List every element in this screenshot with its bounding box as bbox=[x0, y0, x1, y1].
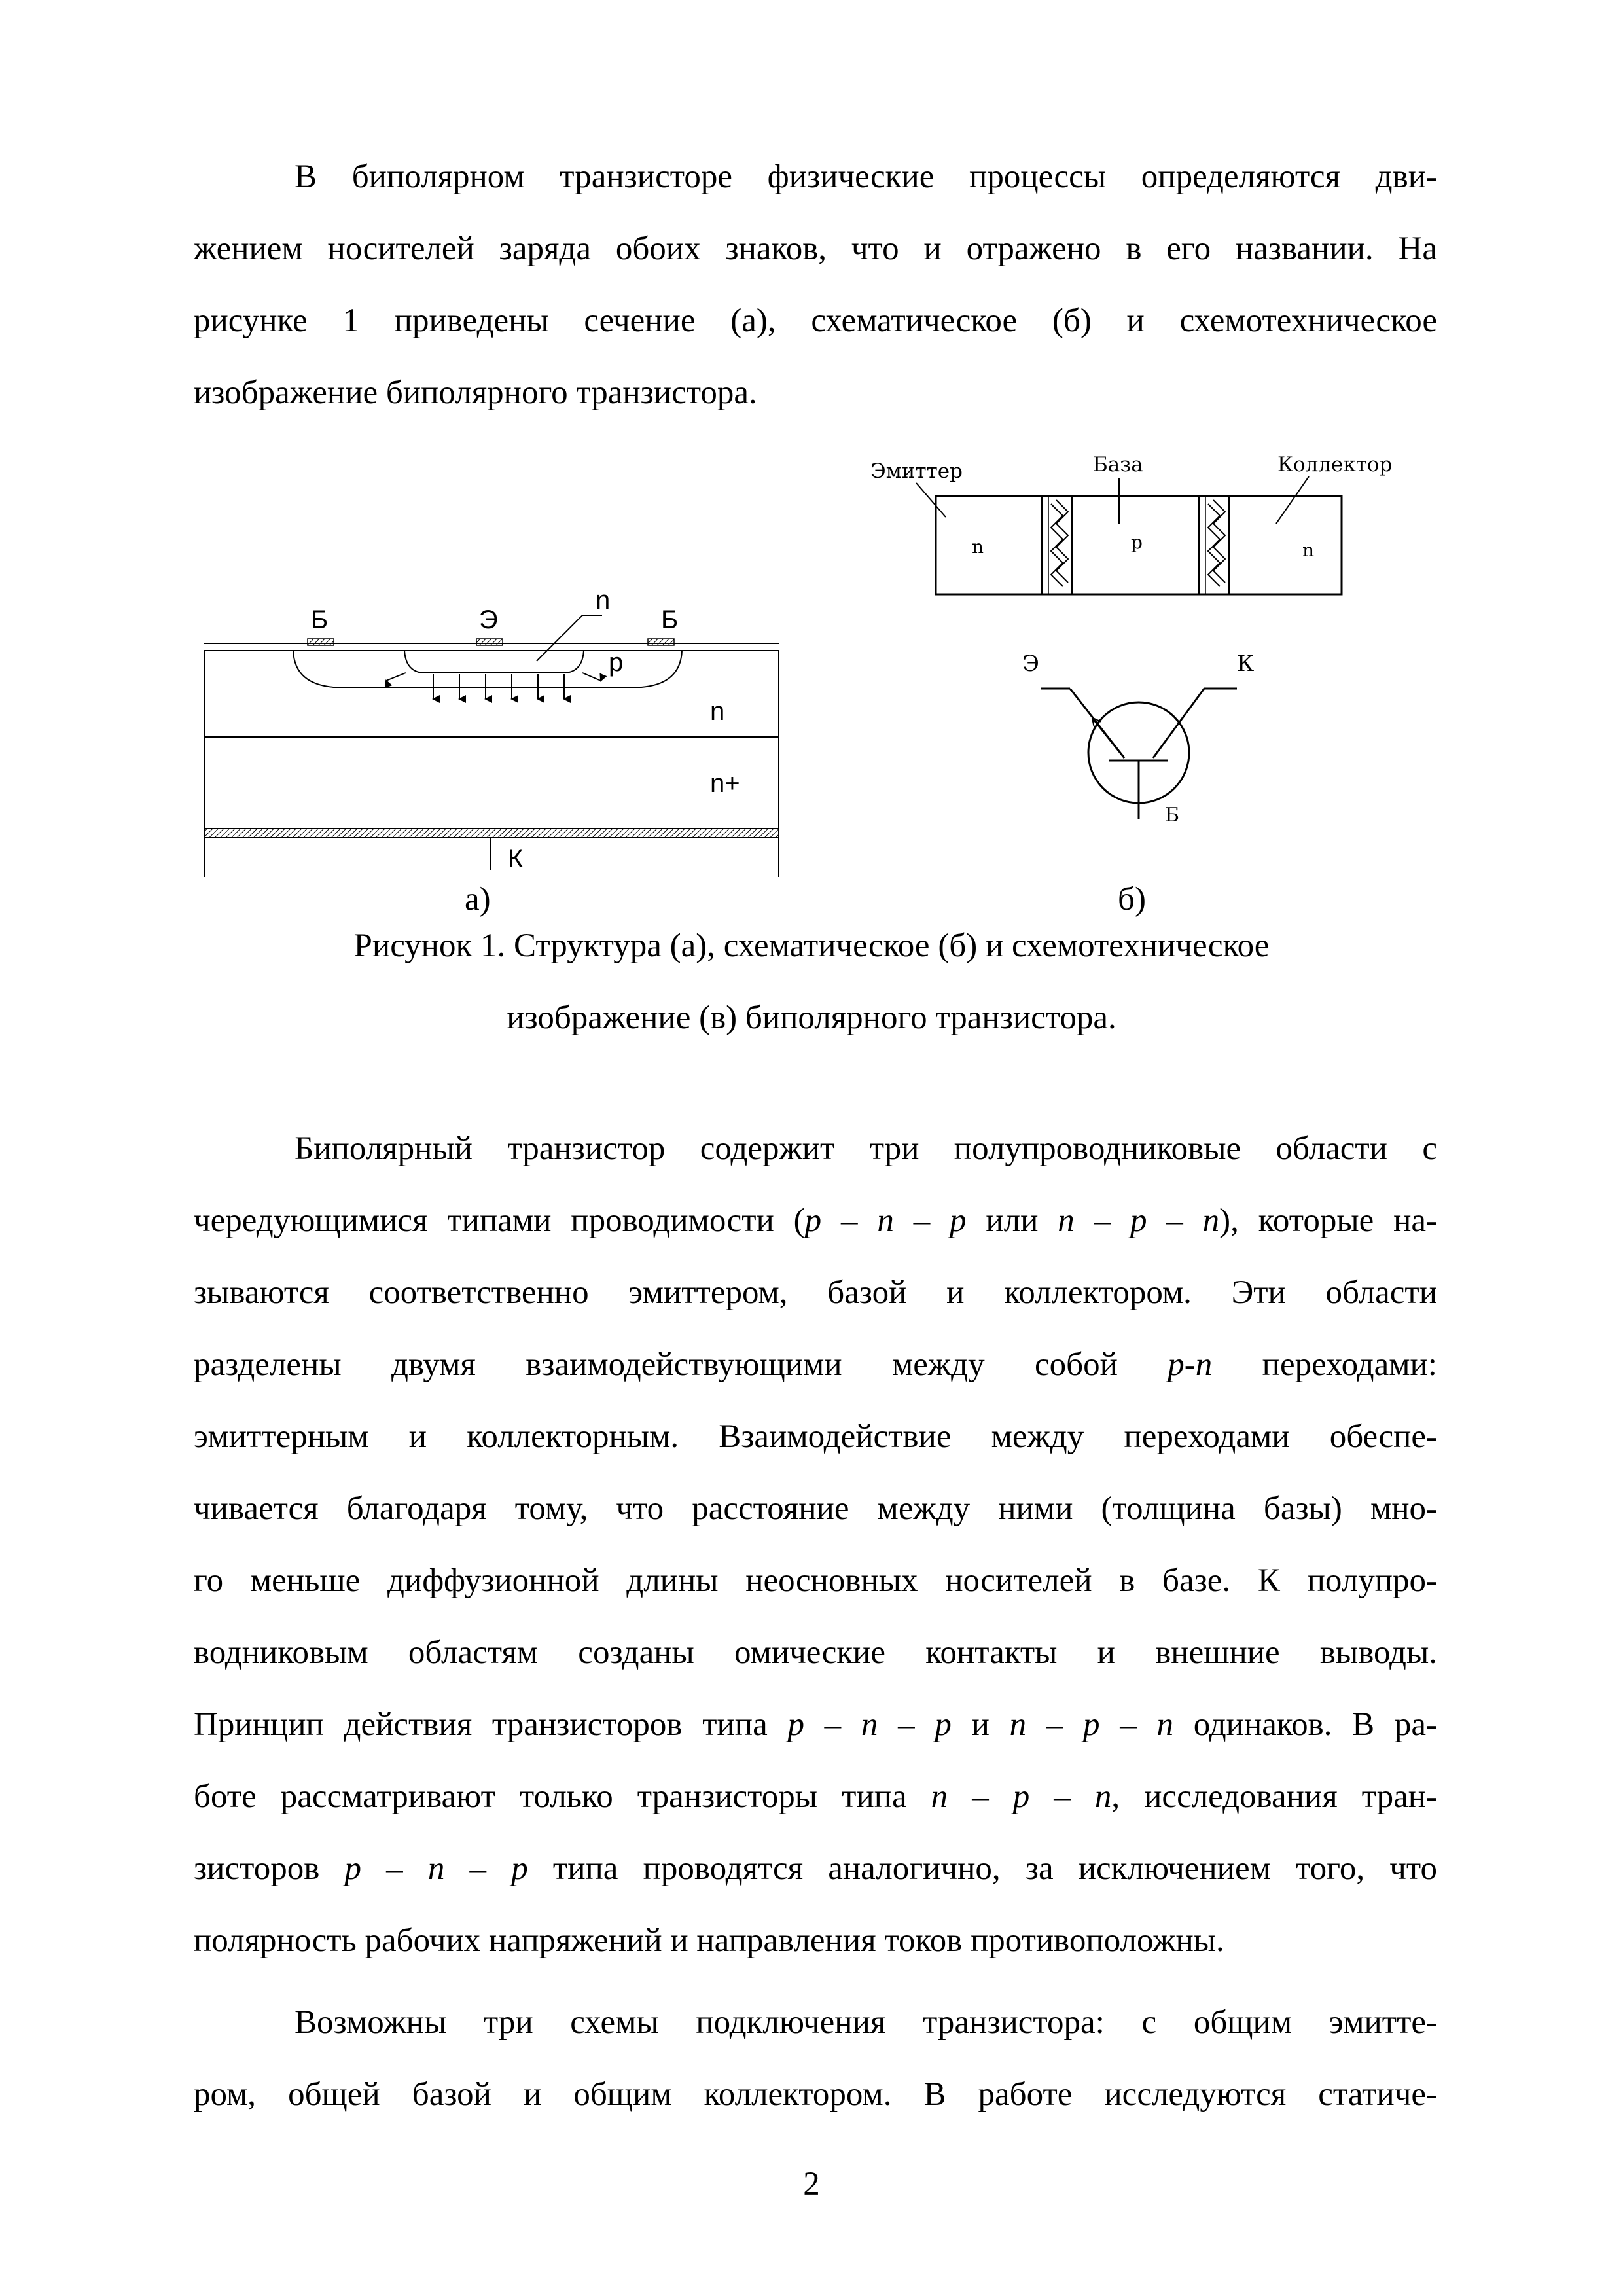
region-n-left: n bbox=[972, 536, 984, 558]
label-collector: К bbox=[508, 844, 524, 873]
text-line: изображение биполярного транзистора. bbox=[194, 374, 757, 411]
label-n-plus: n+ bbox=[710, 769, 740, 798]
text-line: Возможны три схемы подключения транзистора: с общим эмитте- bbox=[294, 2004, 1437, 2041]
text-line: эмиттерным и коллекторным. Взаимодействие между переходами обеспе- bbox=[194, 1418, 1437, 1455]
label-emitter: Э bbox=[479, 605, 498, 634]
label-collector-name: Коллектор bbox=[1277, 453, 1393, 476]
label-emitter-name: Эмиттер bbox=[870, 459, 963, 483]
text-line: полярность рабочих напряжений и направления токов противоположны. bbox=[194, 1922, 1224, 1959]
page-number: 2 bbox=[803, 2166, 820, 2202]
base-contact-left bbox=[308, 639, 334, 645]
label-base-left: Б bbox=[311, 605, 329, 634]
paragraph-connection-schemes bbox=[194, 1986, 1437, 2130]
figure-b-schematic bbox=[851, 445, 1440, 851]
figure-b-label: б) bbox=[1118, 881, 1146, 918]
figure-a-label: а) bbox=[465, 881, 491, 918]
region-n-right: n bbox=[1302, 539, 1315, 561]
text-line: зисторов p – n – p типа проводятся аналогично, за исключением того, что bbox=[194, 1850, 1438, 1887]
n-emitter-region bbox=[404, 651, 584, 673]
text-line: боте рассматривают только транзисторы типа n – p – n, исследования тран- bbox=[194, 1778, 1438, 1815]
text-line: Принцип действия транзисторов типа p – n – p и n – p – n одинаков. В ра- bbox=[194, 1706, 1438, 1743]
symbol-label-e: Э bbox=[1022, 651, 1040, 677]
text-line: Биполярный транзистор содержит три полупроводниковые области с bbox=[294, 1130, 1437, 1167]
text-line: жением носителей заряда обоих знаков, что и отражено в его названии. На bbox=[194, 230, 1437, 267]
base-contact-right bbox=[648, 639, 674, 645]
text-line: чередующимися типами проводимости (p – n – p или n – p – n), которые на- bbox=[194, 1202, 1438, 1239]
figure-a-cross-section bbox=[196, 589, 805, 877]
collector-metal bbox=[204, 829, 779, 838]
label-p: p bbox=[609, 648, 624, 677]
label-n: n bbox=[710, 697, 725, 726]
symbol-label-b: Б bbox=[1165, 804, 1180, 827]
region-p: p bbox=[1131, 531, 1143, 553]
paragraph-description bbox=[194, 1113, 1437, 1977]
text-line: зываются соответственно эмиттером, базой и коллектором. Эти области bbox=[194, 1274, 1437, 1311]
figure-caption-line: изображение (в) биполярного транзистора. bbox=[507, 999, 1116, 1036]
label-base-right: Б bbox=[661, 605, 679, 634]
text-line: водниковым областям созданы омические контакты и внешние выводы. bbox=[194, 1634, 1437, 1671]
emitter-contact bbox=[476, 639, 503, 645]
label-base-name: База bbox=[1093, 453, 1143, 476]
label-n-emitter: n bbox=[596, 589, 611, 615]
paragraph-intro bbox=[194, 141, 1437, 429]
text-line: ром, общей базой и общим коллектором. В работе исследуются статиче- bbox=[194, 2076, 1437, 2113]
figure-caption-line: Рисунок 1. Структура (а), схематическое (б) и схемотехническое bbox=[353, 927, 1270, 964]
text-line: В биполярном транзисторе физические процессы определяются дви- bbox=[294, 158, 1437, 195]
text-line: рисунке 1 приведены сечение (а), схематическое (б) и схемотехническое bbox=[194, 302, 1437, 339]
emitter-arrow bbox=[1093, 719, 1124, 758]
text-line: разделены двумя взаимодействующими между собой p-n переходами: bbox=[194, 1346, 1437, 1383]
text-line: чивается благодаря тому, что расстояние между ними (толщина базы) мно- bbox=[194, 1490, 1437, 1527]
text-line: го меньше диффузионной длины неосновных носителей в базе. К полупро- bbox=[194, 1562, 1437, 1599]
symbol-label-k: К bbox=[1237, 651, 1255, 677]
p-base-region bbox=[293, 651, 682, 687]
